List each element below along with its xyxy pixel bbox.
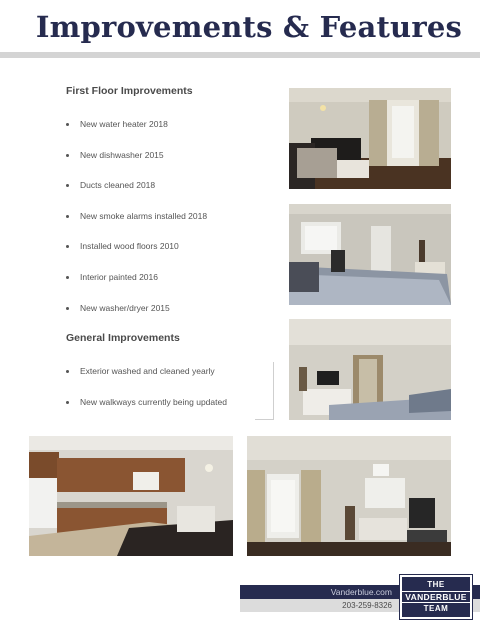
- phone-number: 203-259-8326: [342, 601, 392, 610]
- list-item: New smoke alarms installed 2018: [66, 211, 207, 242]
- title-divider: [0, 52, 480, 58]
- general-list: [66, 366, 227, 428]
- list-item: New dishwasher 2015: [66, 150, 207, 181]
- photo-kitchen: [29, 436, 233, 556]
- first-floor-heading: First Floor Improvements: [66, 85, 193, 97]
- list-item: New walkways currently being updated: [66, 397, 227, 428]
- list-item: Exterior washed and cleaned yearly: [66, 366, 227, 397]
- logo-line-team: TEAM: [423, 604, 449, 614]
- logo-line-the: THE: [427, 579, 445, 589]
- list-item: New washer/dryer 2015: [66, 303, 207, 334]
- logo-line-vanderblue: VANDERBLUE: [402, 591, 469, 604]
- bullet-icon: [66, 370, 69, 373]
- photo-bedroom-one: [289, 204, 451, 305]
- list-item: Ducts cleaned 2018: [66, 180, 207, 211]
- decorative-bracket: [255, 362, 274, 420]
- list-item: Installed wood floors 2010: [66, 241, 207, 272]
- bullet-icon: [66, 307, 69, 310]
- list-item: New water heater 2018: [66, 119, 207, 150]
- bullet-icon: [66, 401, 69, 404]
- photo-living-room-two: [247, 436, 451, 556]
- website-link[interactable]: Vanderblue.com: [330, 587, 392, 597]
- photo-bedroom-two: [289, 319, 451, 420]
- bullet-icon: [66, 276, 69, 279]
- list-item: Interior painted 2016: [66, 272, 207, 303]
- photo-living-room: [289, 88, 451, 189]
- bullet-icon: [66, 245, 69, 248]
- bullet-icon: [66, 123, 69, 126]
- vanderblue-team-logo: [400, 575, 472, 619]
- page-title: Improvements & Features: [35, 10, 462, 44]
- bullet-icon: [66, 215, 69, 218]
- bullet-icon: [66, 184, 69, 187]
- general-heading: General Improvements: [66, 332, 180, 344]
- bullet-icon: [66, 154, 69, 157]
- first-floor-list: [66, 119, 207, 333]
